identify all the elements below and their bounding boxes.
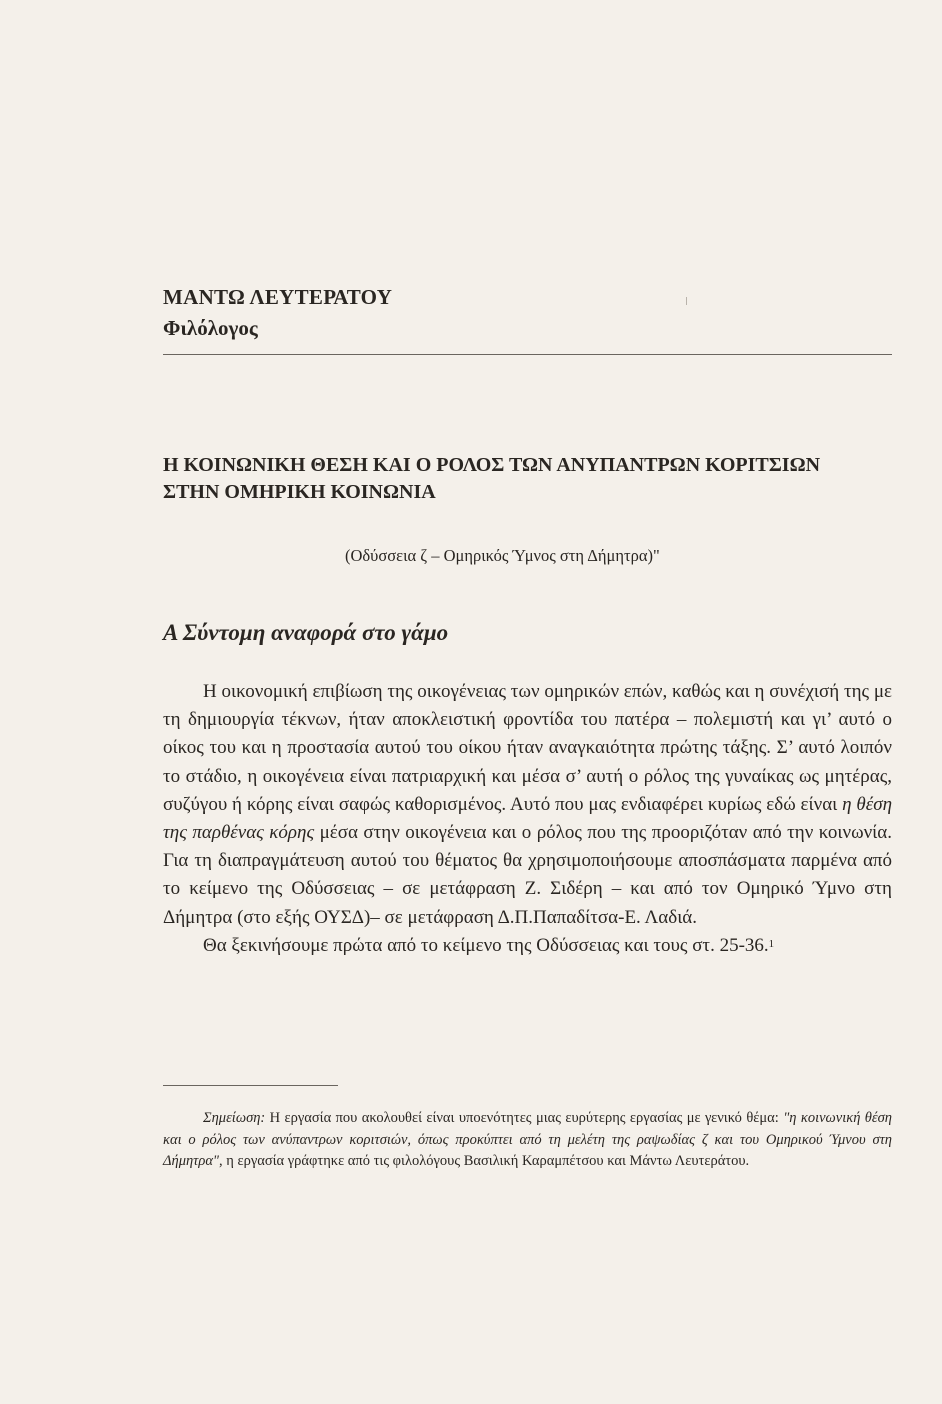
header-divider: [163, 354, 892, 355]
footnote-text-b: , η εργασία γράφτηκε από τις φιλολόγους Βασιλική Καραμπέτσου και Μάντω Λευτεράτου.: [219, 1153, 750, 1169]
paragraph2-text: Θα ξεκινήσουμε πρώτα από το κείμενο της Οδύσσειας και τους στ. 25-36.: [203, 934, 769, 956]
body-paragraph-1: [163, 678, 892, 932]
paragraph1-part-b: μέσα στην οικογένεια και ο ρόλος που της προοριζόταν από την κοινωνία. Για τη διαπραγμάτευση αυτού του θέματος θα χρησιμοποιήσουμε αποσπάσματα παρμένα από το κείμενο της Οδύσσειας – σε μετάφραση Ζ. Σιδέρη – και από τον Ομηρικό Ύμνο στη Δήμητρα (στο εξής ΟΥΣΔ)– σε μετάφραση Δ.Π.Παπαδίτσα-Ε. Λαδιά.: [163, 822, 892, 928]
footnote-text-a: Η εργασία που ακολουθεί είναι υποενότητες μιας ευρύτερης εργασίας με γενικό θέμα:: [265, 1110, 784, 1126]
paragraph1-emphasis: η θέση της παρθένας κόρης: [163, 793, 892, 844]
footnote: [163, 1108, 892, 1173]
footnote-label: Σημείωση:: [203, 1110, 266, 1126]
footnote-reference[interactable]: 1: [768, 937, 775, 950]
section-heading: Α Σύντομη αναφορά στο γάμο: [163, 620, 449, 645]
article-title-line2: ΣΤΗΝ ΟΜΗΡΙΚΗ ΚΟΙΝΩΝΙΑ: [163, 481, 436, 503]
article-title-line1: Η ΚΟΙΝΩΝΙΚΗ ΘΕΣΗ ΚΑΙ Ο ΡΟΛΟΣ ΤΩΝ ΑΝΥΠΑΝΤΡΩΝ ΚΟΡΙΤΣΙΩΝ: [163, 454, 821, 476]
footnote-divider: [163, 1085, 338, 1086]
article-title: [163, 452, 903, 506]
author-name: ΜΑΝΤΩ ΛΕΥΤΕΡΑΤΟΥ: [163, 285, 393, 309]
body-text: [163, 678, 892, 960]
footnote-quote: "η κοινωνική θέση και ο ρόλος των ανύπαντρων κοριτσιών, όπως προκύπτει από τη μελέτη της ραψωδίας ζ και του Ομηρικού Ύμνου στη Δήμητρα": [163, 1110, 892, 1169]
paragraph1-part-a: Η οικονομική επιβίωση της οικογένειας των ομηρικών επών, καθώς και η συνέχισή της με τη δημιουργία τέκνων, ήταν αποκλειστική φροντίδα του πατέρα – πολεμιστή και γι’ αυτό ο οίκος του και η προστασία αυτού του οίκου ήταν αναγκαιότητα πρώτης τάξης. Σ’ αυτό λοιπόν το στάδιο, η οικογένεια είναι πατριαρχική και μέσα σ’ αυτή ο ρόλος της γυναίκας ως μητέρας, συζύγου ή κόρης είναι σαφώς καθορισμένος. Αυτό που μας ενδιαφέρει κυρίως εδώ είναι: [163, 681, 892, 815]
body-paragraph-2: [163, 932, 892, 960]
epigraph: (Οδύσσεια ζ – Ομηρικός Ύμνος στη Δήμητρα)": [345, 546, 660, 565]
scan-mark: [686, 297, 687, 305]
author-role: Φιλόλογος: [163, 316, 258, 340]
